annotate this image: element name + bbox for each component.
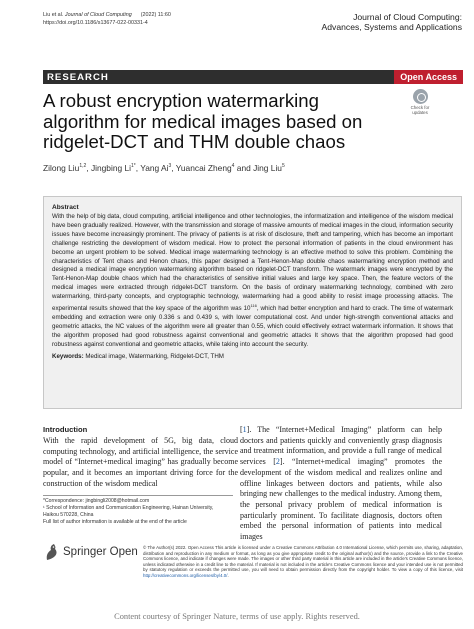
doi-link[interactable]: https://doi.org/10.1186/s13677-022-00331-4: [43, 19, 148, 26]
intro-right-column: [1]. The “Internet+Medical Imaging” platform can help doctors and patients quickly and conveniently grasp diagnosis and treatment information, and provide a full range of medical services [2]. “Internet+medical imaging” promotes the development of the wisdom medical and realizes online and offline linkages between doctors and patients, while also bringing new challenges to the medical industry. Among them, the personal privacy problem of medical information is particularly prominent. To facilitate diagnosis, doctors often embed the personal information of patients into medical images: [240, 425, 442, 542]
check-for-updates-badge[interactable]: [400, 89, 440, 115]
abstract-text: With the help of big data, cloud computing, artificial intelligence and other technologies, the informatization and intelligence of the wisdom medical have been gradually realized. However, with the transmission and storage of massive amounts of medical images in the cloud, information security issues have become increasingly prominent. The privacy of patients is at risk of disclosure, theft and tampering, which has become an important challenge restricting the development of wisdom medical. How to protect the personal information of patients in the cloud environment has become an urgent problem to be solved. Medical image watermarking technology is an effective method to solve this problem. Combining the characteristics of Tent chaos and Henon chaos, this paper designed a Tent-Henon-Map double chaos watermarking encryption method and designed a medical image encryption watermarking algorithm based on ridgelet-DCT transform. The watermark images were encrypted by the Tent-Henon-Map double chaos which had the characteristics of sensitive initial values and large key space. Then, the feature vectors of the medical images were extracted through ridgelet-DCT transform. On the basis of ordinary watermarking technology, combined with zero watermarking, third-party concepts, and cryptographic technology, watermarking had a good ability to resist image processing attacks. The experimental results showed that the key space of the algorithm was $10^{116}$, which had better encryption and hard to crack. The time of watermark embedding and extraction were only 0.336 s and 0.439 s, with lower computational cost. And under high-strength conventional attacks and geometric attacks, the NC values of the algorithm were all greater than 0.55, which could effectively extract watermark information. It shows that the algorithm proposed had good robustness against conventional and geometric attacks It shows that the algorithm proposed had good robustness against conventional and geometric attacks, while taking into account the security.: [52, 213, 454, 348]
open-access-badge: Open Access: [394, 70, 463, 84]
affiliation-line: Haikou 570228, China: [43, 511, 94, 518]
affiliation-note: Full list of author information is available at the end of the article: [43, 518, 187, 525]
author-name[interactable]: Jing Liu: [253, 163, 282, 173]
courtesy-notice: Content courtesy of Springer Nature, terms of use apply. Rights reserved.: [114, 612, 360, 621]
keywords: [52, 353, 453, 362]
affiliation-line: ¹ School of Information and Communication Engineering, Hainan University,: [43, 504, 214, 511]
citation-header: [43, 12, 171, 27]
updates-line2: updates: [412, 110, 428, 115]
springer-horse-icon: [43, 543, 59, 561]
correspondence: *Correspondence: jingbingli2008@hotmail.com: [43, 498, 150, 504]
intro-heading: Introduction: [43, 425, 88, 434]
author-name[interactable]: Jingbing Li: [90, 163, 131, 173]
license-text: © The Author(s) 2022. Open Access This article is licensed under a Creative Commons Attribution 4.0 International License, which permits use, sharing, adaptation, distribution and reproduction in any medium or format, as long as you give appropriate credit to the original author(s) and the source, provide a link to the Creative Commons licence, and indicate if changes were made. The images or other third party material in this article are included in the article's Creative Commons licence, unless indicated otherwise in a credit line to the material. If material is not included in the article's Creative Commons licence and your intended use is not permitted by statutory regulation or exceeds the permitted use, you will need to obtain permission directly from the copyright holder. To view a copy of this licence, visit http://creativecommons.org/licenses/by/4.0/.: [143, 545, 463, 578]
author-list: Zilong Liu$^{1,2}$, Jingbing $Li^{1*}$, Yang Ai$^3$, Yuancai Zheng$^4$ and Jing Liu$^5$: [43, 163, 285, 173]
springer-open-logo[interactable]: [43, 543, 138, 561]
reference-link-2[interactable]: 2: [275, 457, 280, 467]
author-name[interactable]: Yuancai Zheng: [175, 163, 232, 173]
journal-name-line2: Advances, Systems and Applications: [321, 22, 462, 32]
author-affiliation: 1,2: [79, 163, 87, 170]
footnote-divider: [43, 495, 233, 496]
article-type-band: [43, 70, 463, 84]
intro-left-column: [43, 425, 238, 490]
author-name[interactable]: Yang Ai: [140, 163, 169, 173]
journal-name: [262, 12, 462, 32]
reference-link-1[interactable]: 1: [242, 425, 247, 434]
abstract-heading: Abstract: [52, 204, 79, 211]
author-name[interactable]: Zilong Liu: [43, 163, 80, 173]
license-url-link[interactable]: http://creativecommons.org/licenses/by/4.0/: [143, 572, 228, 578]
check-for-updates-icon: [413, 89, 428, 104]
keywords-label: Keywords:: [52, 352, 84, 360]
citation-journal: Journal of Cloud Computing: [64, 12, 132, 18]
intro-paragraph-left: With the rapid development of 5G, big data, cloud computing technology, and artificial intelligence, the service model of “Internet+medical imaging” has gradually become popular, and it becomes an important driving force for the construction of the wisdom medical: [43, 436, 238, 488]
author-affiliation: 4: [231, 163, 235, 170]
article-title: A robust encryption watermarking algorithm for medical images based on ridgelet-DCT and THM double chaos: [43, 90, 363, 152]
author-affiliation: 3: [168, 163, 172, 170]
journal-name-line1: Journal of Cloud Computing:: [353, 12, 462, 22]
citation-authors: Liu et al.: [43, 12, 64, 18]
updates-line1: Check for: [410, 105, 430, 110]
abstract-box: [43, 196, 462, 409]
citation-year-pages: (2022) 11:60: [140, 12, 171, 18]
footnotes: [43, 495, 233, 526]
key-space-exponent: 116: [250, 303, 257, 309]
author-affiliation: 1*: [130, 163, 136, 170]
keywords-list: Medical image, Watermarking, Ridgelet-DCT, THM: [85, 352, 224, 360]
author-affiliation: 5: [281, 163, 285, 170]
springer-open-text: Springer Open: [63, 546, 138, 558]
section-label: RESEARCH: [47, 71, 109, 83]
